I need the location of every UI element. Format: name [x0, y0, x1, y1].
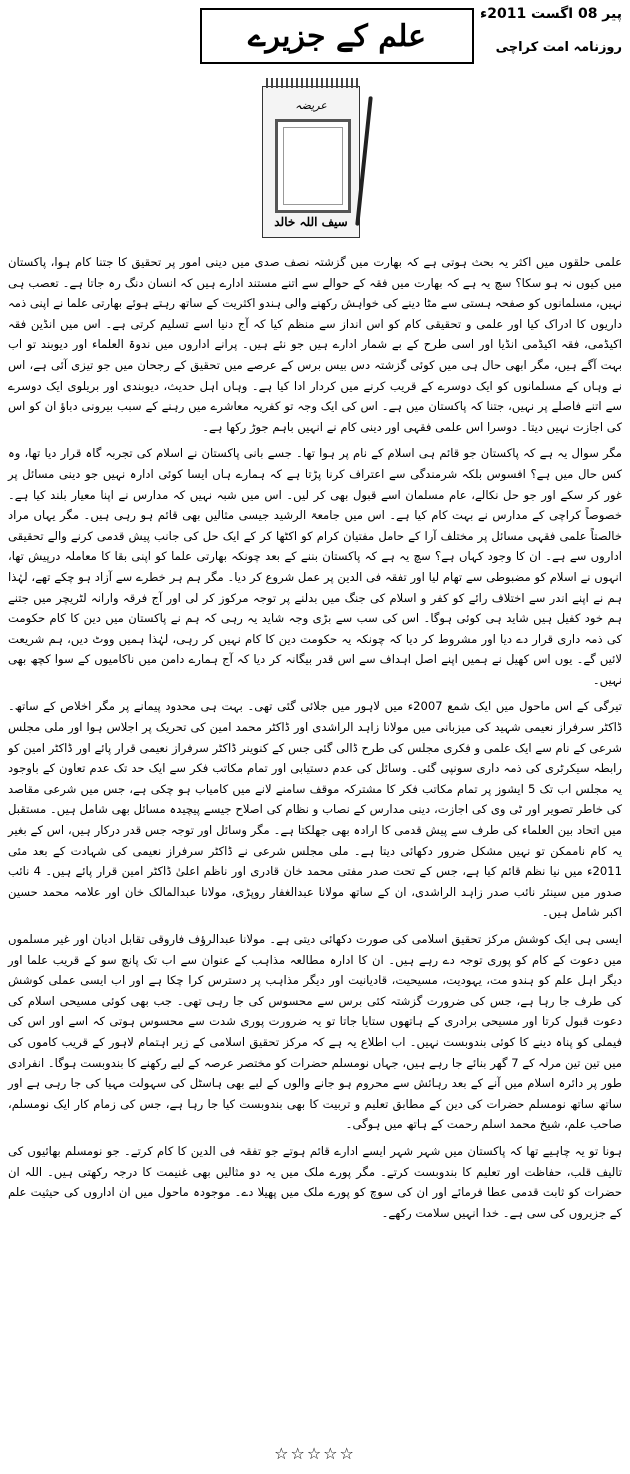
article-paragraph: مگر سوال یہ ہے کہ پاکستان جو قائم ہی اسلام کے نام پر ہوا تھا۔ جسے بانی پاکستان نے اسلام کی تجربہ گاہ قرار دیا تھا، وہ کس حال میں ہے؟ افسوس بلکہ شرمندگی سے اعتراف کرنا پڑتا ہے کہ ہمارے ہاں ایسا کوئی ادارہ نہیں جو دینی مسائل پر غور کر سکے اور جو حل نکالے، عام مسلمان اسے قبول بھی کر لیں۔ اس میں شبہ نہیں کہ مدارس نے اپنا معیار بلند کیا ہے۔ خصوصاً کراچی کے مدارس نے بہت کام کیا ہے۔ اس میں جامعۃ الرشید جیسی مثالیں بھی قائم ہو رہی ہیں۔ مگر یہاں مراد خالصتاً علمی فقہی مسائل پر مختلف آرا کے حامل مفتیان کرام کو اکٹھا کر کے ایک حل کی جانب پیش قدمی کرنے والے تحقیقی اداروں سے ہے۔ ان کا وجود کہاں ہے؟ سچ یہ ہے کہ پاکستان بننے کے بعد چونکہ بھارتی علما کو اپنی بقا کا معاملہ درپیش تھا، انہوں نے اسلام کو مضبوطی سے تھام لیا اور تفقہ فی الدین پر عمل شروع کر دیا۔ مگر ہم ہر خطرے سے آزاد ہو چکے تھے، لہٰذا ہم نے اپنے اندر سے اختلاف رائے کو کفر و اسلام کی جنگ میں بدلنے پر توجہ مرکوز کر لی اور آج فرقہ وارانہ لٹریچر میں جتنے ہم خود کفیل ہیں شاید ہی کوئی ہوگا۔ اس کی سب سے بڑی وجہ شاید یہ رہی کہ ہم نے پاکستان میں دین کا کام حکومت کی ذمہ داری قرار دے دیا اور مشروط کر دیا کہ چونکہ یہ حکومت دین کا کام نہیں کر رہی، لہٰذا ہمیں ووٹ دیں، ہم شریعت لائیں گے۔ یوں اس کھیل نے ہمیں اپنے اصل اہداف سے اس قدر بیگانہ کر دیا کہ آج ہمارے دامن میں ناکامیوں کے سوا کچھ بھی نہیں۔ — [8, 446, 622, 687]
column-logo — [258, 78, 370, 240]
article-paragraph: ایسی ہی ایک کوشش مرکز تحقیق اسلامی کی صورت دکھائی دیتی ہے۔ مولانا عبدالرؤف فاروقی تقابل ادیان اور غیر مسلموں میں دعوت کے کام کو پوری توجہ دے رہے ہیں۔ ان کا ادارہ مطالعہ مذاہب کے عنوان سے اب تک پانچ سو کے قریب علما اور دیگر اہل علم کو ہندو مت، یہودیت، مسیحیت، قادیانیت اور دیگر مذاہب پر دسترس کرا چکا ہے اور اب ایسی عملی کوشش کی طرف جا رہا ہے، جس کی ضرورت گزشتہ کئی برس سے محسوس کی جا رہی تھی۔ جب بھی کوئی مسیحی اسلام کی دعوت قبول کرتا اور مسیحی برادری کے ہاتھوں ستایا جاتا تو یہ ضرورت پوری شدت سے محسوس ہوتی کہ اسے اور اس کی فیملی کو پناہ دینے کا کوئی بندوبست نہیں۔ اب اطلاع یہ ہے کہ مرکز تحقیق اسلامی کے زیر اہتمام لاہور کے قریب کاموں کی میں تین تین مرلہ کے 7 گھر بنائے جا رہے ہیں، جہاں نومسلم حضرات کو مختصر عرصہ کے لیے رکھنے کا بندوبست ہوگا۔ انفرادی طور پر دائرہ اسلام میں آنے کے بعد رہائش سے محروم ہو جانے والوں کے لیے بھی ہاسٹل کی سہولت مہیا کی جا رہی ہے اور ساتھ ساتھ نومسلم حضرات کی دین کے مطابق تعلیم و تربیت کا بھی بندوبست کیا جا رہا ہے، جس کی زمام کار ایک نومسلم، صاحب علم، شیخ محمد اسلم رحمت کے ہاتھ میں ہوگی۔ — [8, 932, 622, 1132]
page-header — [0, 0, 630, 70]
article-body — [8, 252, 622, 1229]
article-paragraph: ہونا تو یہ چاہیے تھا کہ پاکستان میں شہر شہر ایسے ادارے قائم ہوتے جو تفقہ فی الدین کا کام کرتے۔ جو نومسلم بھائیوں کی تالیف قلب، حفاظت اور تعلیم کا بندوبست کرتے۔ مگر پورے ملک میں یہ دو مثالیں بھی غنیمت کا درجہ رکھتی ہیں۔ اللہ ان حضرات کو ثابت قدمی عطا فرمائے اور ان کی سوچ کو پورے ملک میں پھیلا دے۔ موجودہ ماحول میں ان اداروں کی حیثیت علم کے جزیروں کی سی ہے۔ خدا انہیں سلامت رکھے۔ — [8, 1143, 622, 1220]
publication-date: پیر 08 اگست 2011ء — [480, 6, 622, 22]
article-title: علم کے جزیرے — [200, 8, 474, 64]
end-mark: ☆☆☆☆☆ — [274, 1444, 356, 1463]
spiral-binding — [266, 78, 358, 88]
newspaper-name: روزنامہ امت کراچی — [495, 40, 622, 55]
article-paragraph: علمی حلقوں میں اکثر یہ بحث ہوتی ہے کہ بھارت میں گزشتہ نصف صدی میں دینی امور پر تحقیق کا جتنا کام ہوا، پاکستان میں کیوں نہ ہو سکا؟ سچ یہ ہے کہ بھارت میں فقہ کے حوالے سے اتنے مستند ادارے ہیں کہ انسان دنگ رہ جاتا ہے۔ تعصب ہی نہیں، مسلمانوں کو صفحہ ہستی سے مٹا دینے کی خواہش رکھنے والی ہندو اکثریت کے ساتھ رہتے ہوئے بھارتی علما نے اپنی ذمہ داریوں کا ادراک کیا اور علمی و تحقیقی کام کو اس انداز سے منظم کیا کہ آج دنیا اسے تسلیم کرتی ہے۔ اس میں انڈین فقہ اکیڈمی، فقہ اکیڈمی انڈیا اور اسی طرح کے بے شمار ادارے ہیں جو نئے ہیں۔ پرانے اداروں میں ندوۃ العلماء اور دیوبند تو اب بہت آگے ہیں، مگر ابھی حال ہی میں کوئی گزشتہ دس بیس برس کے عرصے میں تحقیق کے رجحان میں جو تیزی آئی ہے، اس نے وہاں کے مسلمانوں کو ایک دوسرے کے قریب کرنے میں کردار ادا کیا ہے۔ وہاں اہل حدیث، دیوبندی اور بریلوی ایک دوسرے سے اتنے فاصلے پر نہیں، جتنا کہ پاکستان میں ہے۔ اس کی ایک وجہ تو کفریہ معاشرے میں رہنے کے سبب بیرونی دباؤ ان کو اس کی اجازت نہیں دیتا۔ دوسرا اس علمی فقہی اور دینی کام نے انہیں باہم جوڑ رکھا ہے۔ — [8, 255, 622, 434]
photo-frame — [275, 119, 351, 213]
column-label: عریضہ — [295, 99, 327, 112]
notepad-illustration — [262, 86, 360, 238]
article-paragraph: تیرگی کے اس ماحول میں ایک شمع 2007ء میں لاہور میں جلائی گئی تھی۔ بہت ہی محدود پیمانے پر مگر اخلاص کے ساتھ۔ ڈاکٹر سرفراز نعیمی شہید کی میزبانی میں مولانا زاہد الراشدی اور ڈاکٹر محمد امین کی تحریک پر اجلاس ہوا اور ملی مجلس شرعی کے نام سے ایک علمی و فکری مجلس کی طرح ڈالی گئی جس کے کنوینر ڈاکٹر سرفراز نعیمی قرار پائے اور ڈاکٹر امین کو رابطہ سیکرٹری کی ذمہ داری سونپی گئی۔ وسائل کی عدم دستیابی اور تمام مکاتب فکر سے ایک حد تک عدم تعاون کے باوجود یہ مجلس اب تک 5 ایشوز پر تمام مکاتب فکر کا مشترکہ موقف سامنے لانے میں کامیاب ہو چکی ہے، جس میں شرعی مقاصد کی خاطر تصویر اور ٹی وی کی اجازت، دینی مدارس کے نصاب و نظام کی اصلاح جیسے پیچیدہ مسائل بھی شامل ہیں۔ مستقبل میں اتحاد بین العلماء کی طرف سے پیش قدمی کا ارادہ بھی جھلکتا ہے۔ مگر وسائل اور توجہ جس قدر درکار ہیں، اس کے بغیر یہ کام ناممکن تو نہیں مشکل ضرور دکھائی دیتا ہے۔ ملی مجلس شرعی نے ڈاکٹر سرفراز نعیمی کی شہادت کے بعد مئی 2011ء میں نیا نظم قائم کیا ہے، جس کے تحت صدر مفتی محمد خان قادری اور ناظم اعلیٰ ڈاکٹر امین قرار پائے ہیں۔ 4 نائب صدور میں سینئر نائب صدر زاہد الراشدی، ان کے ساتھ مولانا عبدالغفار روپڑی، مولانا عبدالمالک خان اور علامہ محمد حسین اکبر شامل ہیں۔ — [8, 699, 622, 920]
column-author: سیف اللہ خالد — [274, 215, 348, 229]
